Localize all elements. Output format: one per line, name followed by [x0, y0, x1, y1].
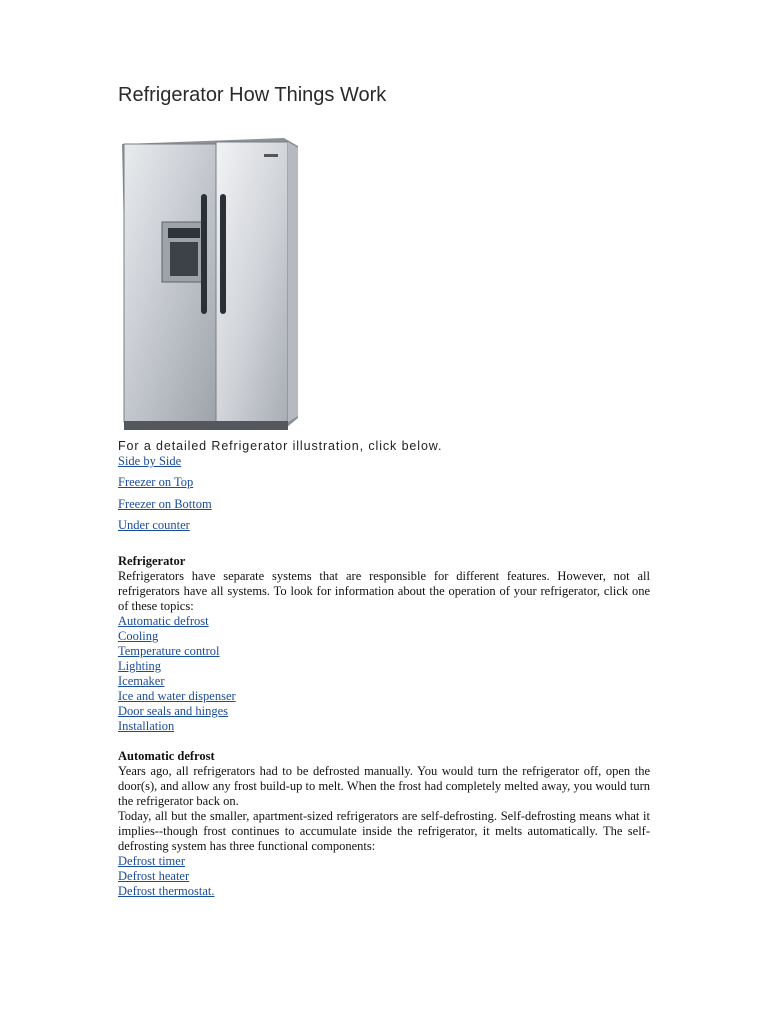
- link-freezer-on-bottom[interactable]: Freezer on Bottom: [118, 496, 212, 511]
- topic-link-door-seals-and-hinges[interactable]: Door seals and hinges: [118, 704, 229, 718]
- link-defrost-timer[interactable]: Defrost timer: [118, 854, 185, 868]
- refrigerator-body: Refrigerators have separate systems that are responsible for different features. However, not all refrigerators have all systems. To look for information about the operation of your refrigerator, click one of these topics:: [118, 569, 650, 613]
- automatic-defrost-para-2: Today, all but the smaller, apartment-sized refrigerators are self-defrosting. Self-defrosting means what it implies--though frost continues to accumulate inside the refrigerator, it melts automatically. The self-defrosting system has three functional components:: [118, 809, 650, 853]
- topic-link-temperature-control[interactable]: Temperature control: [118, 644, 220, 658]
- topic-link-installation[interactable]: Installation: [118, 719, 175, 733]
- automatic-defrost-para-1: Years ago, all refrigerators had to be defrosted manually. You would turn the refrigerator off, open the door(s), and allow any frost build-up to melt. When the frost had completely melted away, you would turn the refrigerator back on.: [118, 764, 650, 808]
- automatic-defrost-section: [118, 749, 650, 899]
- refrigerator-image: [116, 132, 302, 438]
- topic-link-icemaker[interactable]: Icemaker: [118, 674, 165, 688]
- link-freezer-on-top[interactable]: Freezer on Top: [118, 475, 194, 490]
- link-defrost-heater[interactable]: Defrost heater: [118, 869, 190, 883]
- illustration-intro: For a detailed Refrigerator illustration, click below.: [118, 439, 443, 453]
- topic-link-ice-and-water-dispenser[interactable]: Ice and water dispenser: [118, 689, 236, 703]
- automatic-defrost-heading: Automatic defrost: [118, 749, 215, 763]
- link-under-counter[interactable]: Under counter: [118, 517, 190, 532]
- illustration-links: [118, 453, 212, 538]
- page-title: Refrigerator How Things Work: [118, 84, 387, 106]
- link-defrost-thermostat[interactable]: Defrost thermostat.: [118, 884, 215, 898]
- refrigerator-heading: Refrigerator: [118, 554, 186, 568]
- topic-link-lighting[interactable]: Lighting: [118, 659, 162, 673]
- topic-link-cooling[interactable]: Cooling: [118, 629, 159, 643]
- link-side-by-side[interactable]: Side by Side: [118, 454, 182, 468]
- refrigerator-section: [118, 554, 650, 734]
- topic-link-automatic-defrost[interactable]: Automatic defrost: [118, 614, 209, 628]
